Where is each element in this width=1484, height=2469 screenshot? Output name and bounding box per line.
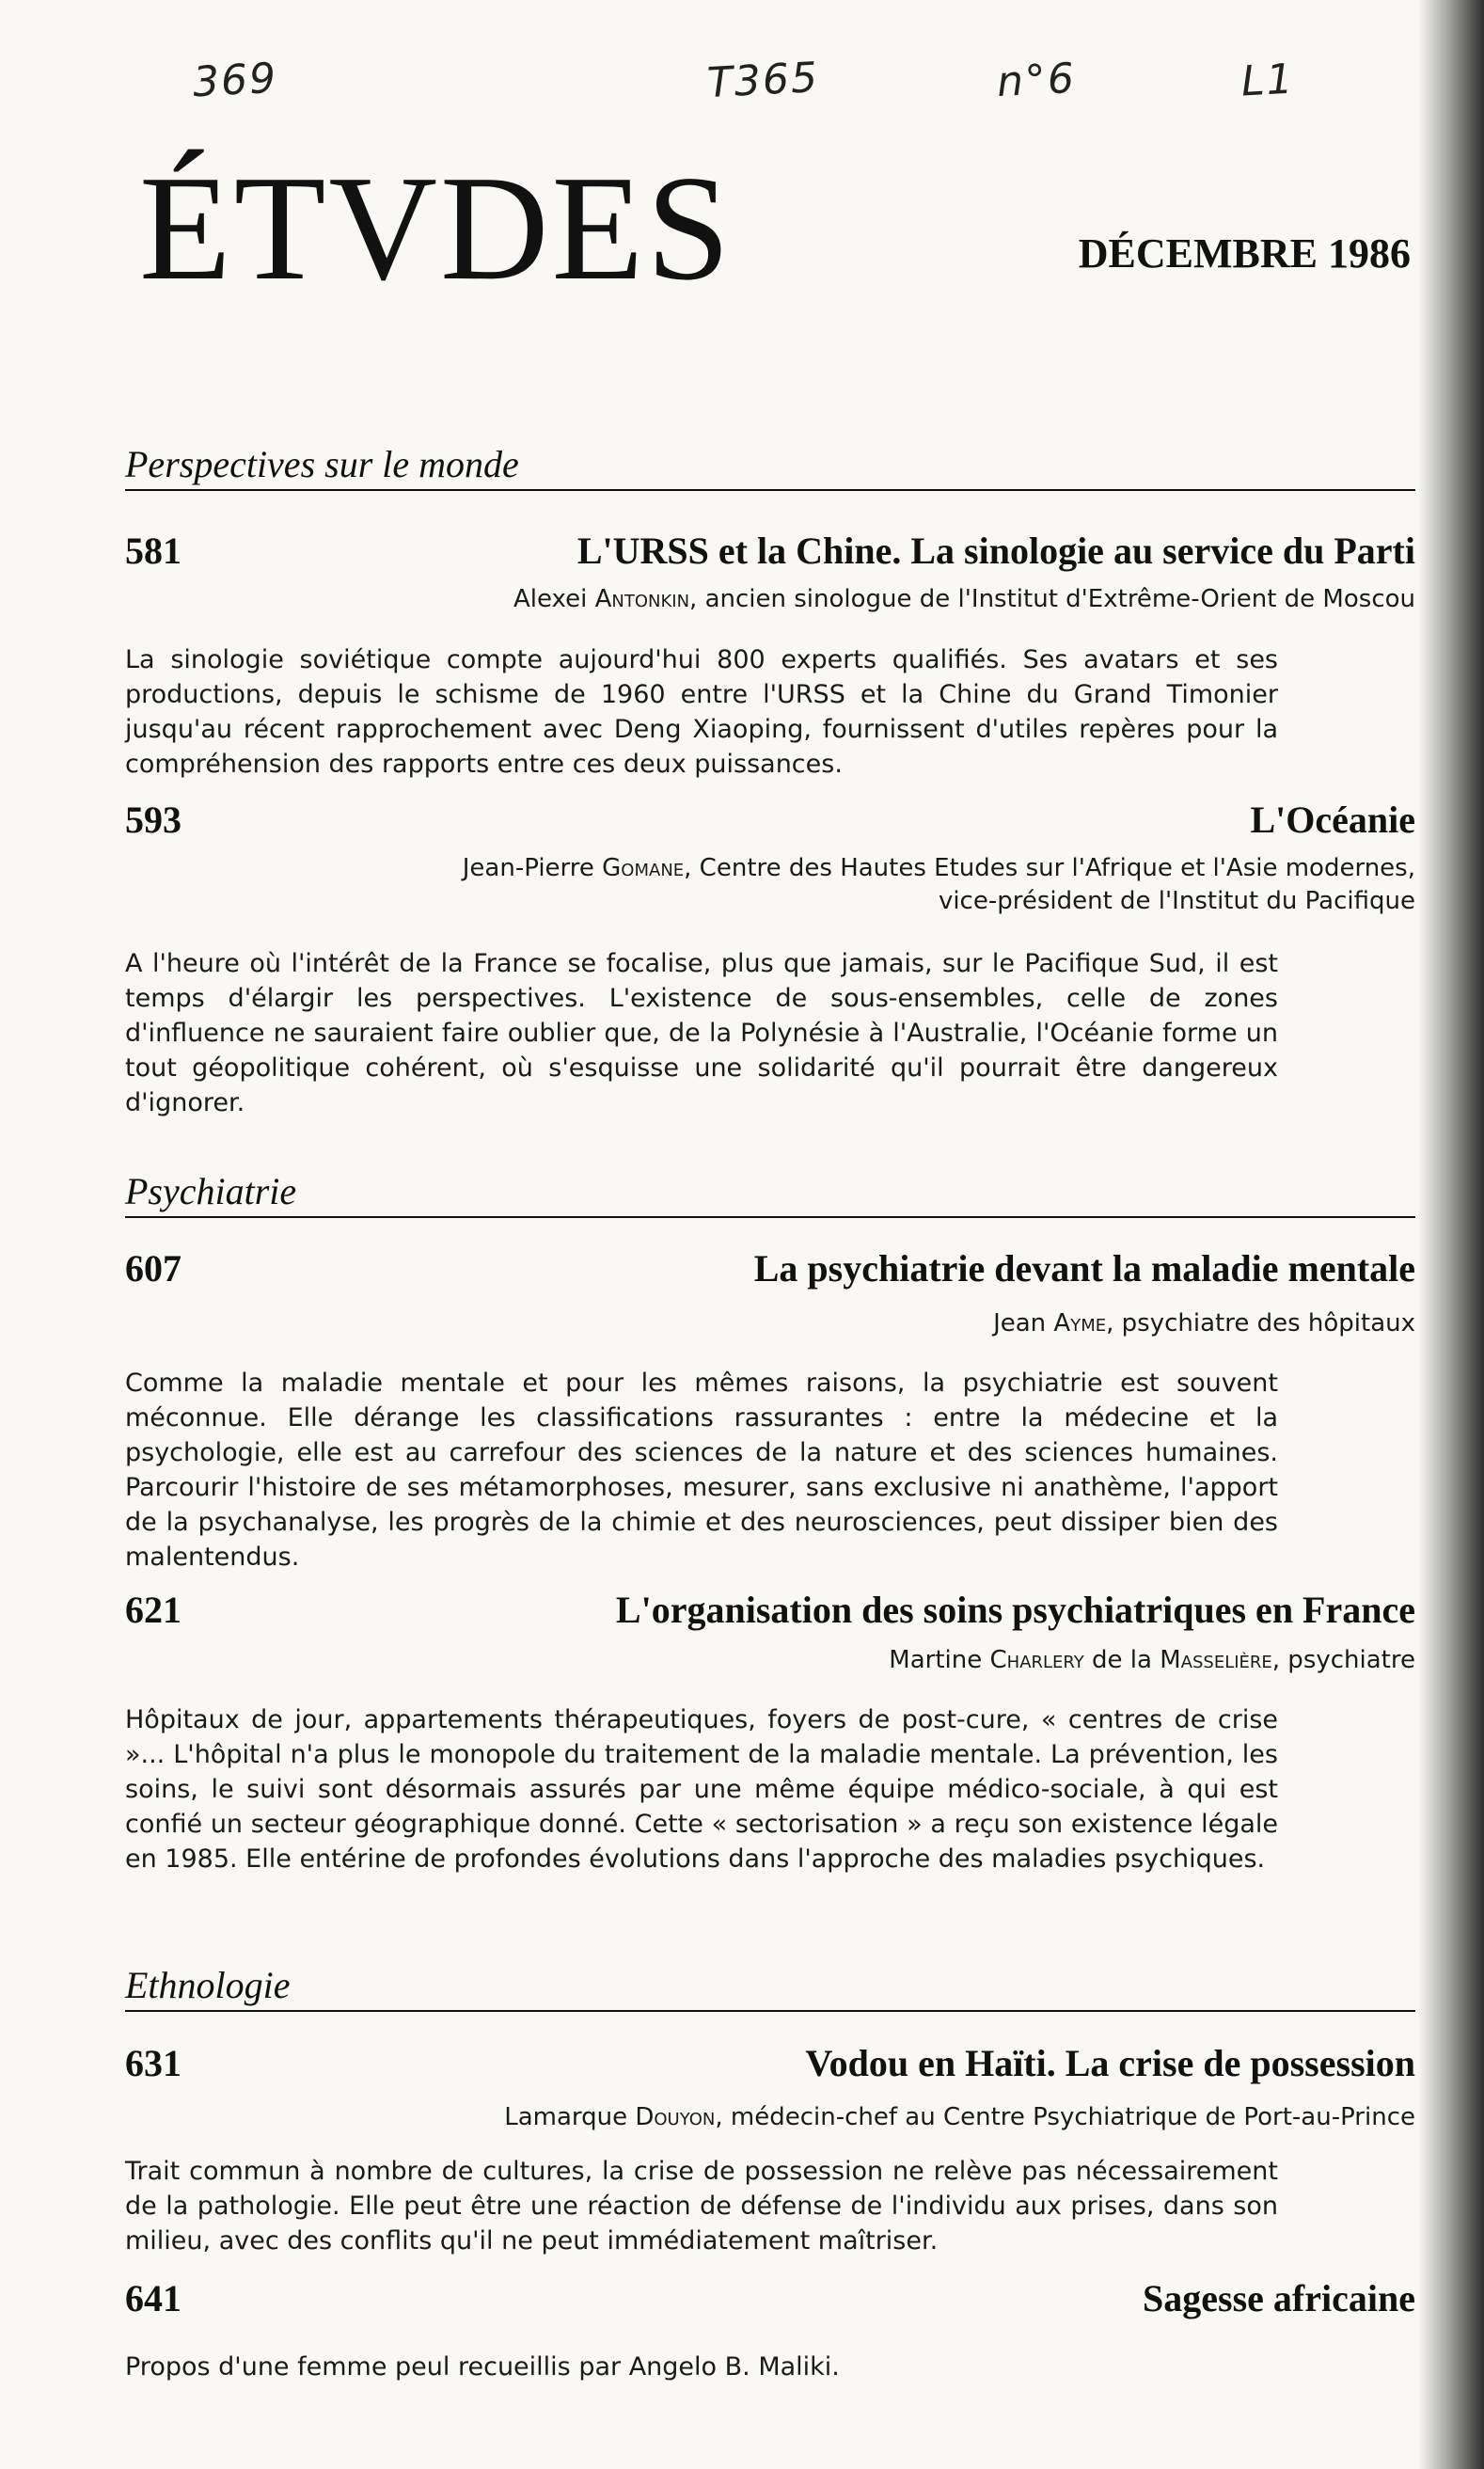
article-title: Vodou en Haïti. La crise de possession bbox=[805, 2042, 1415, 2084]
author-role: , ancien sinologue de l'Institut d'Extrême-Orient de Moscou bbox=[689, 585, 1415, 613]
page-number: 581 bbox=[125, 530, 182, 572]
author-role-line2: vice-président de l'Institut du Pacifique bbox=[938, 887, 1415, 915]
page-number: 593 bbox=[125, 799, 182, 841]
toc-entry-head bbox=[125, 1246, 1415, 1299]
article-abstract: Hôpitaux de jour, appartements thérapeutiques, foyers de post-cure, « centres de crise »... L'hôpital n'a plus le monopole du traitement de la maladie mentale. La prévention, les soins, le suivi sont désormais assurés par une même équipe médico-sociale, à qui est confié un secteur géographique donné. Cette « sectorisation » a reçu son existence légale en 1985. Elle entérine de profondes évolutions dans l'approche des maladies psychiques. bbox=[125, 1705, 1278, 1874]
author-role: , psychiatre des hôpitaux bbox=[1106, 1309, 1415, 1337]
article-author bbox=[193, 1307, 1415, 1340]
author-surname: Ayme bbox=[1053, 1309, 1107, 1337]
author-role: , médecin-chef au Centre Psychiatrique de Port-au-Prince bbox=[715, 2103, 1415, 2131]
author-name: Jean bbox=[993, 1309, 1054, 1337]
article-abstract: Trait commun à nombre de cultures, la crise de possession ne relève pas nécessairement de la pathologie. Elle peut être une réaction de défense de l'individu aux prises, dans son milieu, avec des conflits qu'il ne peut immédiatement maîtriser. bbox=[125, 2157, 1278, 2255]
section-rubric: Perspectives sur le monde bbox=[125, 442, 1415, 491]
toc-entry-head bbox=[125, 2276, 1415, 2329]
author-surname: Gomane bbox=[602, 854, 685, 882]
article-author bbox=[193, 852, 1415, 918]
article-title: La psychiatrie devant la maladie mentale bbox=[753, 1247, 1415, 1290]
issue-date: DÉCEMBRE 1986 bbox=[1078, 230, 1411, 277]
article-author bbox=[193, 583, 1415, 616]
author-role: , psychiatre bbox=[1271, 1646, 1415, 1674]
author-name: Jean-Pierre bbox=[462, 854, 603, 882]
toc-entry-head bbox=[125, 1588, 1415, 1640]
article-abstract: La sinologie soviétique compte aujourd'hui 800 experts qualifiés. Ses avatars et ses productions, depuis le schisme de 1960 entre l'URSS et la Chine du Grand Timonier jusqu'au récent rapprochement avec Deng Xiaoping, fournissent d'utiles repères pour la compréhension des rapports entre ces deux puissances. bbox=[125, 645, 1278, 779]
handwritten-mark: n°6 bbox=[995, 54, 1078, 107]
article-abstract: A l'heure où l'intérêt de la France se focalise, plus que jamais, sur le Pacifique Sud, il est temps d'élargir les perspectives. L'existence de sous-ensembles, celle de zones d'influence ne sauraient faire oublier que, de la Polynésie à l'Australie, l'Océanie forme un tout géopolitique cohérent, où s'esquisse une solidarité qu'il pourrait être dangereux d'ignorer. bbox=[125, 949, 1278, 1117]
author-surname: Charlery bbox=[989, 1646, 1084, 1674]
page-number: 631 bbox=[125, 2042, 182, 2084]
article-title: Sagesse africaine bbox=[1143, 2277, 1415, 2319]
handwritten-mark: 369 bbox=[191, 54, 279, 107]
toc-entry-head bbox=[125, 798, 1415, 850]
author-name: Lamarque bbox=[504, 2103, 636, 2131]
author-role: , Centre des Hautes Etudes sur l'Afrique et l'Asie modernes, bbox=[684, 854, 1415, 882]
journal-title: ÉTVDES bbox=[139, 144, 734, 311]
article-author bbox=[193, 2101, 1415, 2134]
toc-entry-head bbox=[125, 2041, 1415, 2094]
author-surname: Masselière bbox=[1160, 1646, 1272, 1674]
author-name: Alexei bbox=[513, 585, 595, 613]
article-author bbox=[193, 1644, 1415, 1677]
article-title: L'URSS et la Chine. La sinologie au service du Parti bbox=[576, 530, 1415, 572]
page-number: 621 bbox=[125, 1589, 182, 1631]
section-rubric: Psychiatrie bbox=[125, 1169, 1415, 1218]
page-number: 607 bbox=[125, 1247, 182, 1290]
toc-entry-head bbox=[125, 529, 1415, 581]
article-title: L'organisation des soins psychiatriques en France bbox=[615, 1589, 1415, 1631]
handwritten-mark: L1 bbox=[1239, 55, 1296, 106]
author-surname: Antonkin bbox=[594, 585, 690, 613]
article-title: L'Océanie bbox=[1250, 799, 1415, 841]
author-surname: Douyon bbox=[635, 2103, 716, 2131]
article-abstract: Propos d'une femme peul recueillis par Angelo B. Maliki. bbox=[125, 2352, 840, 2382]
author-mid: de la bbox=[1083, 1646, 1160, 1674]
handwritten-mark: T365 bbox=[705, 53, 821, 108]
author-name: Martine bbox=[889, 1646, 990, 1674]
binding-edge bbox=[1418, 0, 1484, 2469]
article-abstract: Comme la maladie mentale et pour les mêmes raisons, la psychiatrie est souvent méconnue. Elle dérange les classifications rassurantes : entre la médecine et la psychologie, elle est au carrefour des sciences de la nature et des sciences humaines. Parcourir l'histoire de ses métamorphoses, mesurer, sans exclusive ni anathème, l'apport de la psychanalyse, les progrès de la chimie et des neurosciences, peut dissiper bien des malentendus. bbox=[125, 1369, 1278, 1572]
section-rubric: Ethnologie bbox=[125, 1963, 1415, 2012]
page-number: 641 bbox=[125, 2277, 182, 2319]
